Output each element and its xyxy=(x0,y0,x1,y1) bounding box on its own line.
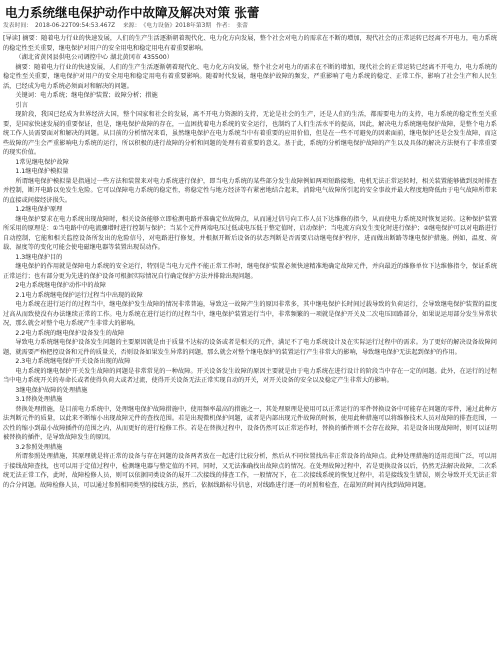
article-page xyxy=(3,4,497,490)
subsection-heading: 1.2继电保护原理 xyxy=(15,206,63,213)
subsection-heading: 1.1继电保护模拟量 xyxy=(15,168,69,175)
source-label: 来源： xyxy=(123,23,141,29)
subsection-heading: 3.2参照处理措施 xyxy=(15,443,63,451)
author-field xyxy=(216,23,251,29)
article-title: 电力系统继电保护动作中故障及解决对策 张蕾 xyxy=(5,5,260,20)
article-meta xyxy=(3,22,497,33)
subsection-heading: 2.3电力系统继电保护开关设备出现的故障 xyxy=(15,358,131,365)
published-label: 发表时间： xyxy=(3,23,32,29)
section-heading: 1常见继电保护故障 xyxy=(15,158,69,166)
body-paragraph: 电力系统在进行运行的过程当中，继电保护发生故障的情况非常普遍，导致这一故障产生的原因非常多，其中继电保护长时间过载导致的负荷运行，会导致继电保护装置的温度过高从而致使没有办法继续正常的工作。电力系统在进行运行的过程当中，继电保护装置运行当中，非常频繁的一项就是保护开关及二次电压回路部分，如果说运用部分发生异常状况，那么就会对整个电力系统产生非常大的影响。 xyxy=(3,301,497,327)
author-label: 作者： xyxy=(215,23,234,29)
subsection-heading: 1.3继电保护目的 xyxy=(15,253,63,261)
body-paragraph: 电力系统的继电保护开关发生故障的问题是非常常见的一种故障。开关设备发生故障的原因主要就是由于电力系统在进行设计的阶段当中存在一定的问题。此外，在运行的过程当中电力系统开关的寿命长或者使得负荷大或者过流，使得开关设备无法正常实现自动的开关，对开关设备的安全以及稳定产生非常大的影响。 xyxy=(3,367,497,384)
author-value: 张蕾 xyxy=(236,23,248,29)
body-paragraph: 所谓继电保护模拟量是指通过一些方法和装置来对电力系统进行保护，即当电力系统的某些部分发生故障例如两项短路接地、电机无法正常运转时，相关装置能够做到及时排查并控制，断开电路以免发生危险。它可以保障电力系统的稳定性，将稳定性与地方经济等有紧密地结合起来，消除电气故障所引起的安全事故并最大程度地降低由于电气故障所带来的直接或间接经济损失。 xyxy=(3,177,497,204)
body-paragraph: 替换处理措施，是目前电力系统中，处理继电保护故障措施中，使用频率最高的措施之一，其处理原理是使用可以正常运行的零件替换设备中可能存在问题的零件，通过此种方法判断元件的质量，以此来不断缩小出现故障元件的查找范围。若是出现微机保护问题，或者是内部出现元件故障的时候，使用此种措施可以将维修技术人员对故障的排查范围，一次性的缩小到最小故障插件的范围之内，从而更好的进行检修工作。若是在替换过程中，设备仍然可以正常运作时，替换的插件则不会存在故障，若是设备出现故障时，则可以证明被替换的插件，是导致故障发生的原因。 xyxy=(3,405,497,441)
keywords: 关键词：电力系统；继电保护装置；故障分析；措施 xyxy=(15,92,158,99)
published-field xyxy=(3,23,118,29)
abstract-paragraph: 摘要：随着电力行业的快速发展，人们的生产生活逐渐朝着现代化、电力化方向发展，整个社会对电力的需求在不断的增加，现代社会的正常运转已经离不开电力，电力系统的稳定性至关重要，继电保护对用户的安全用电和稳定用电有着重要影响。随着时代发展，继电保护故障的频发，严重影响了电力系统的稳定、正常工作，影响了社会生产和人民生活，已经成为电力系统必须面对和解决的问题。 xyxy=(3,63,497,90)
section-heading: 2电力系统继电保护动作中的故障 xyxy=(15,282,106,289)
section-heading: 引言 xyxy=(15,101,28,109)
body-paragraph: 继电保护要求在电力系统出现故障时，相关设备能够立即检测电路并准确定位故障点，从而通过信号向工作人员下达维修的指令，从而使电力系统及时恢复运转。这种保护装置所采用的原理是：①当电路中的电流骤增时进行控制与保护；当某个元件两端电压过低或电压低于整定值时，启动保护；当电流方向发生变化时进行保护；②继电保护可以对电路进行自动控制，它能和相关监控设备所发出的危险信号，对电路进行修复，并根据开断后设备的状态判断是否需要启动继电保护程序，进而做出断路等继电保护措施。例如，温度、荷载、湿度等的变化可能会使电磁继电器等装置出现误动作。 xyxy=(3,215,497,251)
subsection-heading: 3.1替换处理措施 xyxy=(15,396,63,403)
subsection-heading: 2.2电力系统的继电保护设备发生的故障 xyxy=(15,329,125,337)
affiliation: （湖北省黄冈县供电公司调控中心 湖北黄冈市 435500） xyxy=(15,54,173,61)
abstract-lead: [导读] 摘要：随着电力行业的快速发展，人们的生产生活逐渐朝着现代化、电力化方向发展，整个社会对电力的需求在不断的增加，现代社会的正常运转已经离不开电力，电力系统的稳定性至关重要，继电保护对用户的安全用电和稳定用电有着重要影响。 xyxy=(3,35,497,52)
published-value: 2018-06-22T09:54:53.467Z xyxy=(35,23,116,29)
body-paragraph: 继电保护的作用就是保障电力系统的安全运行，特别是当电力元件不能正常工作时，继电保护装置必须快速精准地确定故障元件，并向最近的维修单位下达维修指令，保证系统正常运行；也有部分更为先进的保护设备可根据实际情况自行确定保护方法并排除出现问题。 xyxy=(3,263,497,280)
intro-paragraph: 现阶段，我国已经成为世界经济大国，整个国家和社会的发展，离不开电力资源的支持，无论是社会的生产，还是人们的生活，都需要电力的支持，电力系统的稳定性至关重要，是国家快速发展的重要保证，但是，继电保护故障的存在，一直困扰着电力系统的安全运行，也制约了人们生活水平的提高，因此，解决电力系统继电保护故障，是整个电力系统工作人员需要面对和解决的问题。从目前的分析情况来看，虽然继电保护在电力系统当中有着重要的应用价值，但是在一些不可避免的因素面前，继电保护还是会发生故障，而这些故障的产生会严重影响电力系统的运行，所以积极的进行故障的分析和问题的处理有着重要的意义。基于此，系统的分析继电保护故障的产生以及具体的解决方法便有了非常重要的现实价值。 xyxy=(3,111,497,156)
body-paragraph: 导致电力系统继电保护设备发生问题的主要原因就是由于质量不达标的设备或者是相关的元件，满足不了电力系统设计及在实际运行过程中的需求。为了更好的解决设备故障问题，就需要严格把控设备和元件的质量关，否则设备如果发生异常的问题，那么就会对整个继电保护的装置运行产生非常大的影响，导致继电保护无法起到保护的作用。 xyxy=(3,339,497,356)
section-heading: 3继电保护故障的处理措施 xyxy=(15,386,88,394)
source-field xyxy=(123,23,211,29)
body-paragraph: 所谓参照处理措施，其原理就是将正常的设备与存在问题的设备两者放在一起进行比较分析，然后从不同位置找出非正常设备的故障点。此种处理措施的适用范围广泛，可以用于接线故障查找，也可以用于定值过程中，检测继电器与整定值的不同，同时，又无法准确找出故障点的情况。在处理故障过程中，若是更换设备以后，仍然无法解决故障，二次系统无法正常工作，此时，故障检修人员，则可以依据同类设备的展开二次接线的排查工作，一般情况下，在二次接线系统的恢复过程中，若是接线发生错误，则会导致开关无法正常的合分问题。故障检修人员，可以通过参照相同类型的接线方法，然后，依据线路标号信息，对线路进行逐一的对照和检查，在最短的时间内找到故障问题。 xyxy=(3,453,497,489)
source-link[interactable]: 《电力设备》2018年第3期 xyxy=(143,23,212,29)
subsection-heading: 2.1电力系统继电保护运行过程当中出现的故障 xyxy=(15,291,143,299)
